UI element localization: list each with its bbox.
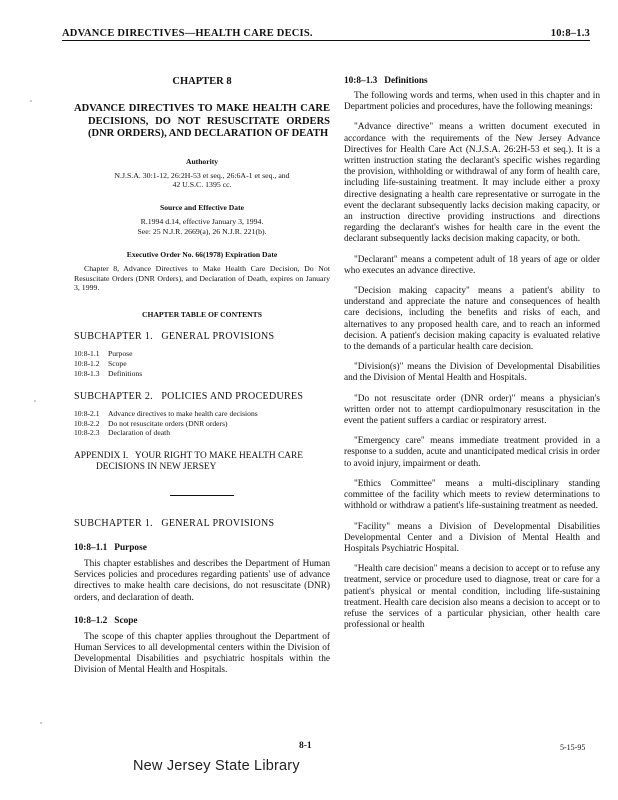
section-divider xyxy=(170,495,234,496)
library-stamp: New Jersey State Library xyxy=(133,758,300,774)
definition-emergency-care: "Emergency care" means immediate treatment provided in a response to a sudden, acute and unanticipated medical crisis in order to avoid injury, impairment or death. xyxy=(344,436,600,469)
scope-text: The scope of this chapter applies throughout the Department of Human Services to all developmental centers within the Division of Developmental Disabilities and psychiatric hospitals within the Division of Mental Health and Hospitals. xyxy=(74,631,330,676)
toc-item: 10:8-1.2 Scope xyxy=(74,358,127,368)
toc-subchapter-2-list xyxy=(74,409,330,438)
definitions-intro: The following words and terms, when used in this chapter and in Department policies and procedures, have the following meanings: xyxy=(344,91,600,113)
header-section-number: 10:8–1.3 xyxy=(550,28,590,39)
header-title: ADVANCE DIRECTIVES—HEALTH CARE DECIS. xyxy=(62,28,313,39)
authority-heading: Authority xyxy=(185,156,219,166)
source-text-1: R.1994 d.14, effective January 3, 1994. xyxy=(140,217,264,227)
left-column xyxy=(74,76,330,677)
source-heading: Source and Effective Date xyxy=(159,203,244,213)
toc-appendix: APPENDIX I. YOUR RIGHT TO MAKE HEALTH CARE DECISIONS IN NEW JERSEY xyxy=(74,450,306,472)
definitions-heading: 10:8–1.3 Definitions xyxy=(344,76,428,86)
revision-date: 5-15-95 xyxy=(560,743,586,752)
right-column xyxy=(344,76,600,631)
toc-item: 10:8-2.3 Declaration of death xyxy=(74,428,170,438)
definition-health-care-decision: "Health care decision" means a decision to accept or to refuse any treatment, service or procedure used to diagnose, treat or care for a patient's physical or mental condition, including life-sustaining treatment. Health care decision also means a decision to accept or to refuse the services of a particular physician, other health care professional or health xyxy=(344,564,600,631)
executive-order-heading: Executive Order No. 66(1978) Expiration Date xyxy=(126,250,278,260)
definition-ethics-committee: "Ethics Committee" means a multi-disciplinary standing committee of the facility which meets to review determinations to withhold or withdraw a patient's life-sustaining treatment as needed. xyxy=(344,478,600,512)
definition-divisions: "Division(s)" means the Division of Developmental Disabilities and the Division of Mental Health and Hospitals. xyxy=(344,362,600,384)
purpose-text: This chapter establishes and describes the Department of Human Services policies and procedures regarding patients' use of advance directives to make health care decisions, do not resuscitate (DNR) orders, and declaration of death. xyxy=(74,558,330,603)
chapter-title: ADVANCE DIRECTIVES TO MAKE HEALTH CARE DECISIONS, DO NOT RESUSCITATE ORDERS (DNR ORDERS), AND DECLARATION OF DEATH xyxy=(74,103,330,139)
toc-subchapter-1-list xyxy=(74,349,330,378)
subchapter-heading: SUBCHAPTER 1. GENERAL PROVISIONS xyxy=(74,517,275,529)
toc-item: 10:8-1.3 Definitions xyxy=(74,368,143,378)
toc-subchapter-2-heading: SUBCHAPTER 2. POLICIES AND PROCEDURES xyxy=(74,391,304,403)
page-number: 8-1 xyxy=(299,741,312,751)
scan-speck xyxy=(30,100,32,102)
definition-advance-directive: "Advance directive" means a written document executed in accordance with the requirements of the New Jersey Advance Directives for Health Care Act (N.J.S.A. 26:2H-53 et seq.). It is a written instruction stating the declarant's specific wishes regarding the provision, withholding or withdrawal of any form of health care, including life-sustaining treatment. It may include either a proxy directive designating a health care representative or surrogate in the event the declarant subsequently lacks decision making capacity, or an instruction directive providing instructions and directions regarding the declarant's wishes for health care in the event the declarant subsequently lacks decision making capacity, or both. xyxy=(344,122,600,245)
definition-decision-making-capacity: "Decision making capacity" means a patient's ability to understand and appreciate the nature and consequences of health care decisions, including the benefits and risks of each, and alternatives to any proposed health care, and to reach an informed decision. A patient's decision making capacity is evaluated relative to the demands of a particular health care decision. xyxy=(344,286,600,353)
scan-speck xyxy=(34,400,36,402)
definition-dnr-order: "Do not resuscitate order (DNR order)" means a physician's written order not to attempt cardiopulmonary resuscitation in the event the patient suffers a cardiac or respiratory arrest. xyxy=(344,393,600,427)
executive-order-text: Chapter 8, Advance Directives to Make Health Care Decision, Do Not Resuscitate Orders (DNR Orders), and Declaration of Death, expires on January 3, 1999. xyxy=(74,264,330,292)
running-header xyxy=(62,28,590,41)
scan-speck xyxy=(40,722,42,724)
toc-item: 10:8-2.1 Advance directives to make health care decisions xyxy=(74,409,258,419)
purpose-heading: 10:8–1.1 Purpose xyxy=(74,542,147,553)
definition-declarant: "Declarant" means a competent adult of 18 years of age or older who executes an advance directive. xyxy=(344,254,600,276)
toc-subchapter-1-heading: SUBCHAPTER 1. GENERAL PROVISIONS xyxy=(74,331,275,343)
toc-item: 10:8-2.2 Do not resuscitate orders (DNR orders) xyxy=(74,418,228,428)
authority-text: N.J.S.A. 30:1-12, 26:2H-53 et seq., 26:6A-1 et seq., and 42 U.S.C. 1395 cc. xyxy=(114,170,290,189)
scope-heading: 10:8–1.2 Scope xyxy=(74,615,138,626)
chapter-number: CHAPTER 8 xyxy=(172,76,232,87)
source-text-2: See: 25 N.J.R. 2669(a), 26 N.J.R. 221(b). xyxy=(137,226,267,236)
toc-item: 10:8-1.1 Purpose xyxy=(74,349,133,359)
definition-facility: "Facility" means a Division of Developmental Disabilities Developmental Center and a Division of Mental Health and Hospitals Psychiatric Hospital. xyxy=(344,521,600,554)
toc-heading: CHAPTER TABLE OF CONTENTS xyxy=(142,310,262,320)
